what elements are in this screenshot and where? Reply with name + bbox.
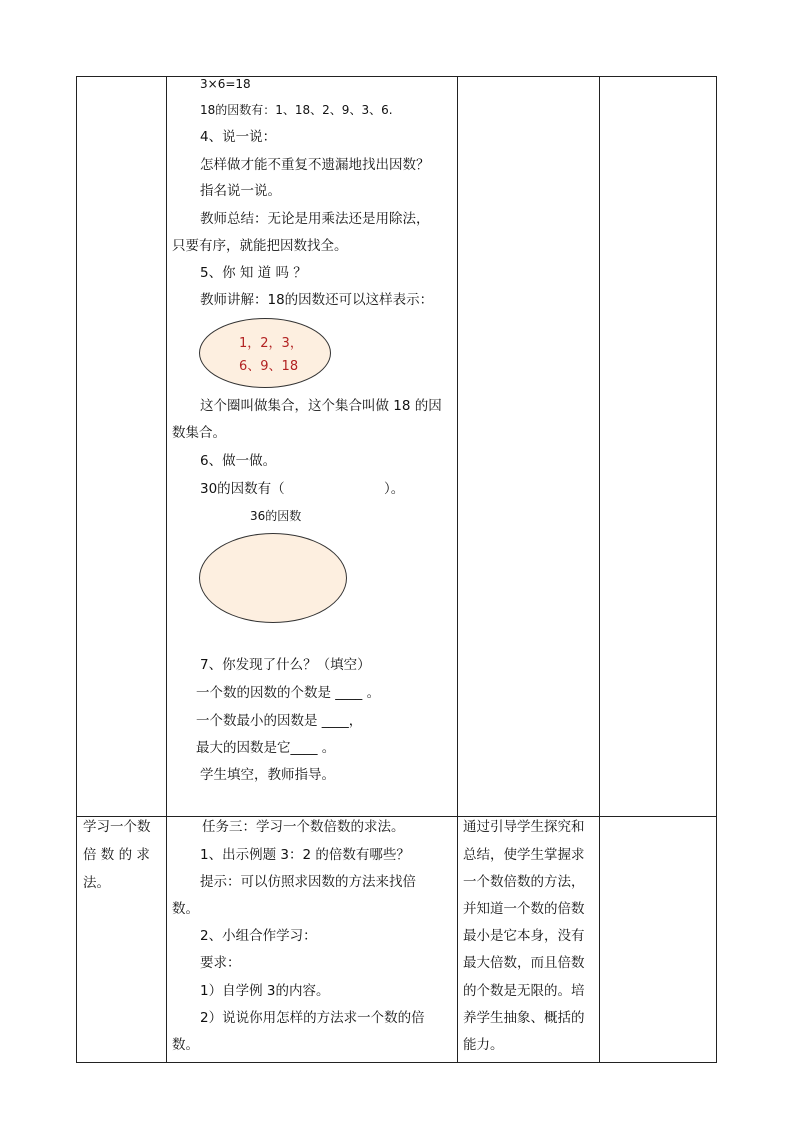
intent-line-3: 一个数倍数的方法， — [463, 874, 585, 890]
fill-blank-smallest: 一个数最小的因数是 ____， — [196, 713, 363, 729]
factor-set-36-ellipse — [199, 533, 347, 623]
requirement-2-line-2: 数。 — [172, 1037, 199, 1053]
intent-line-7: 的个数是无限的。培 — [463, 983, 585, 999]
intent-line-1: 通过引导学生探究和 — [463, 819, 585, 835]
equation-line: 3×6=18 — [200, 77, 251, 91]
factors-of-18-line: 18的因数有：1、18、2、9、3、6. — [200, 103, 393, 117]
fill-blank-count: 一个数的因数的个数是 ____ 。 — [196, 685, 381, 701]
set-explain-line-2: 数集合。 — [172, 425, 226, 441]
teacher-summary-line-2: 只要有序，就能把因数找全。 — [172, 238, 348, 254]
factor-set-18-ellipse — [199, 318, 331, 388]
question-line: 怎样做才能不重复不遗漏地找出因数？ — [200, 157, 430, 173]
step-6-heading: 6、做一做。 — [200, 453, 277, 469]
table-col-border-4 — [599, 76, 600, 1063]
group-study-heading: 2、小组合作学习： — [200, 928, 317, 944]
topic-line-1: 学习一个数 — [83, 819, 151, 835]
task-3-heading: 任务三：学习一个数倍数的求法。 — [202, 819, 405, 835]
factors-of-30-prompt: 30的因数有（ — [200, 481, 285, 497]
requirement-1: 1）自学例 3的内容。 — [200, 983, 330, 999]
step-5-heading: 5、你 知 道 吗 ？ — [200, 265, 307, 281]
factor-set-18-line-1: 1，2，3， — [239, 336, 303, 351]
student-fill-line: 学生填空，教师指导。 — [200, 767, 335, 783]
hint-line-2: 数。 — [172, 901, 199, 917]
table-bottom-border — [76, 1062, 717, 1063]
intent-line-4: 并知道一个数的倍数 — [463, 901, 585, 917]
table-col-border-5 — [716, 76, 717, 1063]
intent-line-9: 能力。 — [463, 1037, 504, 1053]
instruction-line: 指名说一说。 — [200, 183, 281, 199]
topic-line-3: 法。 — [83, 875, 110, 891]
teacher-explain-line: 教师讲解：18的因数还可以这样表示： — [200, 292, 434, 308]
topic-line-2: 倍 数 的 求 — [83, 847, 150, 863]
intent-line-8: 养学生抽象、概括的 — [463, 1010, 585, 1026]
factor-set-18-line-2: 6、9、18 — [239, 359, 299, 374]
fill-blank-largest: 最大的因数是它____ 。 — [196, 740, 336, 756]
step-7-heading: 7、你发现了什么？（填空） — [200, 657, 371, 673]
factors-of-30-close: ）。 — [384, 481, 405, 497]
table-col-border-1 — [76, 76, 77, 1063]
table-col-border-3 — [457, 76, 458, 1063]
intent-line-2: 总结，使学生掌握求 — [463, 847, 585, 863]
set-explain-line-1: 这个圈叫做集合，这个集合叫做 18 的因 — [200, 398, 442, 414]
intent-line-6: 最大倍数，而且倍数 — [463, 955, 585, 971]
table-top-border — [76, 76, 717, 77]
table-col-border-2 — [166, 76, 167, 1063]
intent-line-5: 最小是它本身，没有 — [463, 928, 585, 944]
table-row-divider — [76, 816, 717, 817]
hint-line-1: 提示：可以仿照求因数的方法来找倍 — [200, 874, 416, 890]
factors-of-36-label: 36的因数 — [250, 509, 302, 523]
requirement-2-line-1: 2）说说你用怎样的方法求一个数的倍 — [200, 1010, 425, 1026]
example-3-line: 1、出示例题 3：2 的倍数有哪些？ — [200, 847, 410, 863]
requirement-heading: 要求： — [200, 955, 241, 971]
teacher-summary-line-1: 教师总结：无论是用乘法还是用除法， — [200, 211, 430, 227]
step-4-heading: 4、说一说： — [200, 129, 277, 145]
